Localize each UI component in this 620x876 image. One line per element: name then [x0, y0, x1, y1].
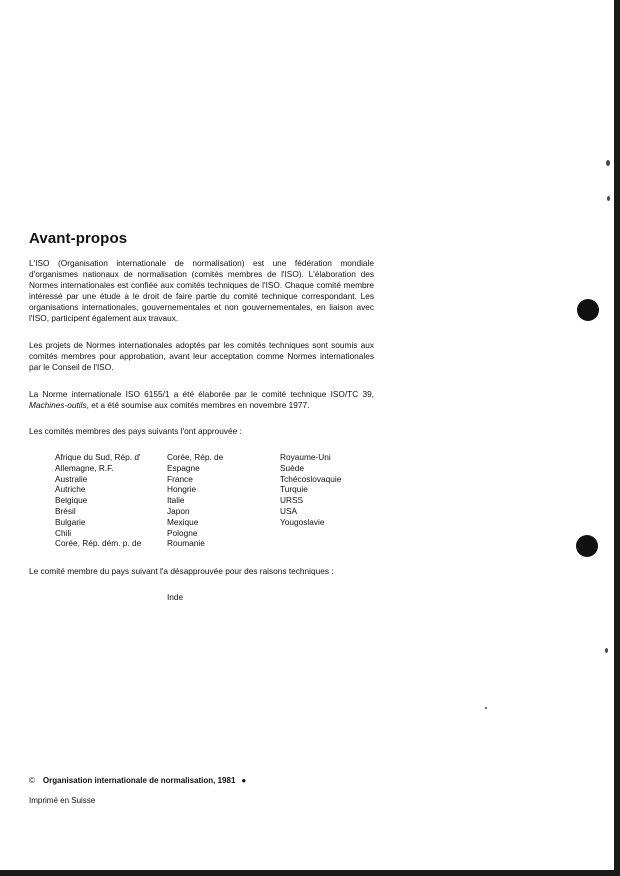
country-item: Chili	[55, 527, 72, 538]
country-item: Tchécoslovaquie	[280, 473, 342, 484]
country-item: Espagne	[167, 462, 200, 473]
scan-edge-bottom	[0, 870, 620, 876]
punch-hole-top	[577, 299, 599, 321]
country-item: Corée, Rép. de	[167, 452, 224, 462]
country-item: Italie	[167, 495, 185, 506]
punch-hole-bottom	[576, 535, 598, 557]
scan-speck	[606, 160, 610, 166]
country-column-1	[55, 452, 141, 549]
country-item: Hongrie	[167, 484, 197, 495]
country-item: Autriche	[55, 484, 86, 495]
country-item: Suède	[280, 462, 304, 473]
paragraph-approving-intro: Les comités membres des pays suivants l'ont approuvée :	[29, 426, 242, 436]
paragraph-iso-intro: L'ISO (Organisation internationale de normalisation) est une fédération mondiale d'organismes nationaux de normalisation (comités membres de l'ISO). L'élaboration des Normes internationales est confiée aux comités techniques de l'ISO. Chaque comité membre intéressé par une étude a le droit de faire partie du comité technique correspondant. Les organisations internationales, gouvernementales et non gouvernementales, en liaison avec l'ISO, participent également aux travaux.	[29, 258, 374, 323]
country-item: Australie	[55, 473, 88, 484]
scan-speck	[605, 648, 608, 653]
standard-origin-text-end: , et a été soumise aux comités membres en novembre 1977.	[86, 400, 310, 410]
country-item: Roumanie	[167, 538, 205, 549]
scan-speck	[607, 196, 610, 201]
country-item: Mexique	[167, 516, 199, 527]
committee-name: Machines-outils	[29, 400, 87, 410]
country-item: Pologne	[167, 527, 198, 538]
country-item: Japon	[167, 505, 190, 516]
paragraph-disapproving-intro: Le comité membre du pays suivant l'a désapprouvée pour des raisons techniques :	[29, 566, 334, 576]
scan-edge-right	[614, 0, 620, 876]
country-item: Brésil	[55, 505, 76, 516]
country-item: USA	[280, 505, 298, 516]
disapproving-country: Inde	[167, 592, 184, 602]
scan-speck	[485, 707, 487, 709]
country-item: URSS	[280, 495, 304, 506]
paragraph-approval-process: Les projets de Normes internationales adoptés par les comités techniques sont soumis aux comités membres pour approbation, avant leur acceptation comme Normes internationales par le Conseil de l'ISO.	[29, 340, 374, 372]
copyright-icon: ©	[29, 776, 35, 785]
country-item: Afrique du Sud, Rép. d'	[55, 452, 141, 462]
standard-origin-text: La Norme internationale ISO 6155/1 a été élaborée par le comité technique ISO/TC 39,	[29, 389, 374, 399]
page-title: Avant-propos	[29, 230, 128, 247]
copyright-text: Organisation internationale de normalisation, 1981	[42, 776, 236, 785]
printed-in: Imprimé en Suisse	[29, 796, 96, 805]
country-item: Yougoslavie	[280, 516, 325, 527]
country-item: Belgique	[55, 495, 88, 506]
country-column-2	[167, 452, 223, 549]
country-column-3	[280, 452, 341, 528]
country-item: France	[167, 473, 193, 484]
copyright-line	[29, 776, 246, 785]
country-item: Bulgarie	[55, 516, 86, 527]
country-item: Allemagne, R.F.	[55, 462, 114, 473]
bullet-icon: ●	[241, 776, 247, 785]
country-item: Royaume-Uni	[280, 452, 331, 462]
country-item: Corée, Rép. dém. p. de	[55, 538, 142, 549]
paragraph-standard-origin	[29, 389, 374, 411]
country-item: Turquie	[280, 484, 308, 495]
